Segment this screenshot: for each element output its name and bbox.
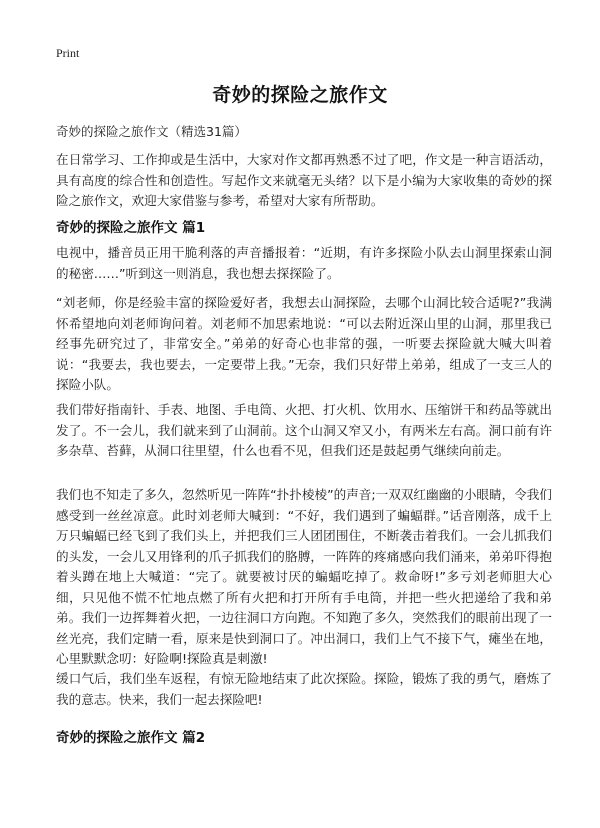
section-heading-1: 奇妙的探险之旅作文 篇1 [56,220,206,236]
section-heading-2: 奇妙的探险之旅作文 篇2 [56,730,206,746]
paragraph: 我们也不知走了多久，忽然听见一阵阵“扑扑棱棱”的声音;一双双红幽幽的小眼睛，令我们感受到一丝丝凉意。此时刘老师大喊到：“不好，我们遇到了蝙蝠群。”话音刚落，成千上万只蝙蝠已经飞到了我们头上，并把我们三人团团围住，不断袭击着我们。一会儿抓我们的头发，一会儿又用锋利的爪子抓我们的胳膊，一阵阵的疼痛感向我们涌来，弟弟吓得抱着头蹲在地上大喊道：“完了。就要被讨厌的蝙蝠吃掉了。救命呀!”多亏刘老师胆大心细，只见他不慌不忙地点燃了所有火把和打开所有手电筒，并把一些火把递给了我和弟弟。我们一边挥舞着火把，一边往洞口方向跑。不知跑了多久，突然我们的眼前出现了一丝光亮，我们定睛一看，原来是快到洞口了。冲出洞口，我们上气不接下气，瘫坐在地，心里默默念叨：好险啊!探险真是刺激! [56,487,552,666]
article-subtitle: 奇妙的探险之旅作文（精选31篇） [56,124,247,139]
paragraph: 我们带好指南针、手表、地图、手电筒、火把、打火机、饮用水、压缩饼干和药品等就出发了。不一会儿，我们就来到了山洞前。这个山洞又窄又小，有两米左右高。洞口前有许多杂草、苔藓，从洞口往里望，什么也看不见，但我们还是鼓起勇气继续向前走。 [56,402,552,458]
paragraph: 电视中，播音员正用干脆利落的声音播报着：“近期，有许多探险小队去山洞里探索山洞的秘密……”听到这一则消息，我也想去探探险了。 [56,245,552,281]
intro-paragraph: 在日常学习、工作抑或是生活中，大家对作文都再熟悉不过了吧，作文是一种言语活动，具有高度的综合性和创造性。写起作文来就毫无头绪？以下是小编为大家收集的奇妙的探险之旅作文，欢迎大家借鉴与参考，希望对大家有所帮助。 [56,152,552,208]
paragraph: 缓口气后，我们坐车返程，有惊无险地结束了此次探险。探险，锻炼了我的勇气，磨炼了我的意志。快来，我们一起去探险吧! [56,671,552,707]
page-title: 奇妙的探险之旅作文 [212,84,388,106]
paragraph: “刘老师，你是经验丰富的探险爱好者，我想去山洞探险，去哪个山洞比较合适呢?”我满怀希望地向刘老师询问着。刘老师不加思索地说：“可以去附近深山里的山洞，那里我已经事先研究过了，非常安全。”弟弟的好奇心也非常的强，一听要去探险就大喊大叫着说：“我要去，我也要去，一定要带上我。”无奈，我们只好带上弟弟，组成了一支三人的探险小队。 [56,295,552,392]
print-link[interactable]: Print [56,46,80,60]
